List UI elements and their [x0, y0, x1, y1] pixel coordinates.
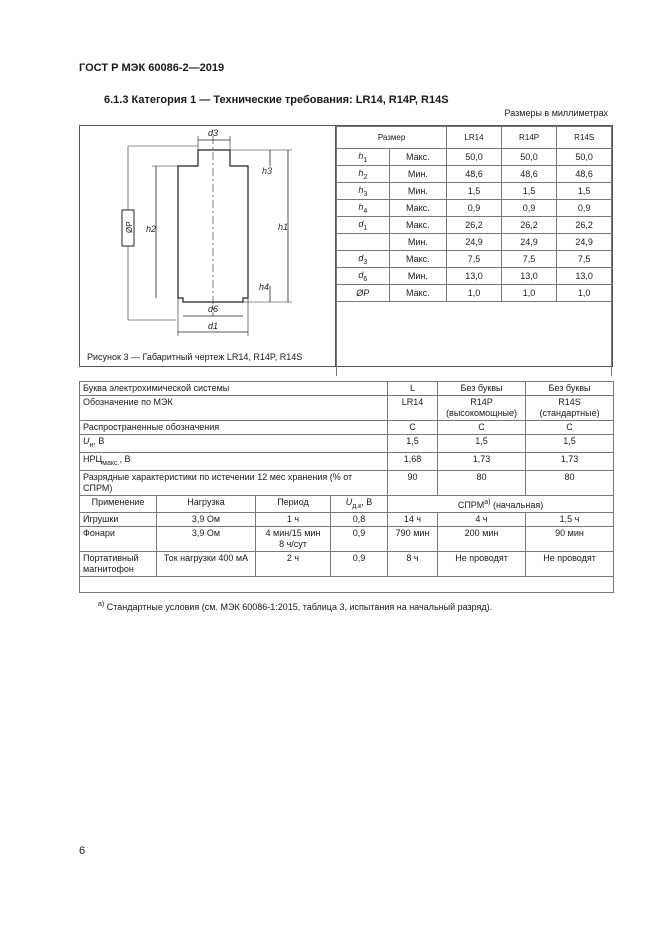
app-min-duration: Не проводят [438, 552, 526, 577]
row-label: Обозначение по МЭК [80, 396, 388, 421]
dim-kind: Макс. [389, 217, 447, 234]
dim-symbol-sub: 4 [363, 207, 368, 215]
sprm-sprm: СПРМ [457, 499, 485, 510]
figure-caption: Рисунок 3 — Габаритный чертеж LR14, R14P, R14S [87, 352, 303, 362]
dim-symbol [337, 200, 390, 217]
units-note: Размеры в миллиметрах [504, 108, 608, 118]
dimension-row [337, 166, 612, 183]
dimension-spacer-row [337, 302, 612, 377]
sprm-sprm_sup: а) [484, 498, 491, 506]
app-load: Ток нагрузки 400 мА [157, 552, 256, 577]
app-name: Игрушки [80, 513, 157, 527]
end-voltage-uk_sym: U [345, 496, 353, 507]
row-discharge-after-storage [80, 470, 614, 495]
dim-kind: Мин. [389, 234, 447, 251]
row-value: 1,73 [526, 452, 614, 470]
dim-symbol-letter: d [358, 269, 364, 280]
dim-value: 50,0 [557, 149, 612, 166]
row-application-headers [80, 495, 614, 513]
row-application [80, 513, 614, 527]
dim-symbol [337, 268, 390, 285]
app-min-duration: 14 ч [388, 513, 438, 527]
header-end-voltage [331, 495, 388, 513]
row-value: Без буквы [526, 382, 614, 396]
row-label: Распространенные обозначения [80, 421, 388, 435]
dim-symbol [337, 234, 390, 251]
row-value: 80 [526, 470, 614, 495]
dim-header-r14s: R14S [557, 127, 612, 149]
un-sub: н [89, 441, 94, 449]
dim-kind: Макс. [389, 149, 447, 166]
row-value: 1,5 [526, 435, 614, 453]
row-application [80, 527, 614, 552]
footnote-text: Стандартные условия (см. МЭК 60086-1:2015, таблица 3, испытания на начальный разряд). [104, 602, 493, 612]
row-footnote [80, 577, 614, 593]
dim-value: 1,5 [501, 183, 557, 200]
label-d6: d6 [208, 304, 219, 314]
dim-symbol-sub: 3 [363, 190, 368, 198]
dim-symbol [337, 285, 390, 302]
app-period: 1 ч [256, 513, 331, 527]
dim-symbol [337, 149, 390, 166]
dim-value: 1,5 [557, 183, 612, 200]
dim-header-size: Размер [337, 127, 447, 149]
dim-value: 50,0 [447, 149, 502, 166]
row-label: Буква электрохимической системы [80, 382, 388, 396]
dim-symbol-sub: 3 [363, 258, 368, 266]
dim-value: 1,0 [447, 285, 502, 302]
un-suffix: , В [93, 436, 105, 446]
dim-symbol-letter: d [358, 252, 364, 263]
sprm-sprm_suffix: (начальная) [490, 499, 544, 510]
row-value: LR14 [388, 396, 438, 421]
dimension-row [337, 183, 612, 200]
dim-symbol-letter: h [358, 184, 364, 195]
row-label: Разрядные характеристики по истечении 12 мес хранения (% от СПРМ) [80, 470, 388, 495]
header-sprm [388, 495, 614, 513]
row-value: R14P (высокомощные) [438, 396, 526, 421]
dimension-table-header [337, 127, 612, 149]
row-value: 80 [438, 470, 526, 495]
dim-header-lr14: LR14 [447, 127, 502, 149]
row-application [80, 552, 614, 577]
dimension-table [336, 126, 612, 376]
label-dp: ØP [125, 221, 134, 233]
row-value: 1,5 [438, 435, 526, 453]
dim-value: 50,0 [501, 149, 557, 166]
dim-value: 24,9 [557, 234, 612, 251]
row-value: Без буквы [438, 382, 526, 396]
figure-and-dimensions-block [79, 125, 613, 367]
dim-symbol-letter: h [358, 201, 364, 212]
row-label [80, 435, 388, 453]
row-nominal-voltage [80, 435, 614, 453]
dim-symbol-sub: 2 [363, 173, 368, 181]
dim-value: 1,0 [501, 285, 557, 302]
end-voltage-uk_suffix: , В [361, 496, 373, 507]
app-min-duration: Не проводят [526, 552, 614, 577]
row-value: C [526, 421, 614, 435]
dim-symbol-letter: d [358, 218, 364, 229]
row-value: 1,73 [438, 452, 526, 470]
dim-value: 48,6 [501, 166, 557, 183]
row-system-letter [80, 382, 614, 396]
dim-kind: Мин. [389, 183, 447, 200]
dim-kind: Мин. [389, 166, 447, 183]
dim-symbol-sub: 6 [363, 275, 368, 283]
app-name: Фонари [80, 527, 157, 552]
dim-value: 26,2 [501, 217, 557, 234]
header-application: Применение [80, 495, 157, 513]
dim-value: 7,5 [557, 251, 612, 268]
dim-value: 13,0 [501, 268, 557, 285]
un-symbol: U [83, 436, 90, 446]
dim-value: 13,0 [557, 268, 612, 285]
row-max-ocv [80, 452, 614, 470]
dim-kind: Мин. [389, 268, 447, 285]
row-value: C [388, 421, 438, 435]
row-iec-designation [80, 396, 614, 421]
label-h3: h3 [262, 166, 273, 176]
dimension-row [337, 251, 612, 268]
dim-value: 48,6 [557, 166, 612, 183]
row-value: C [438, 421, 526, 435]
footnote-cell [80, 577, 614, 593]
row-value: L [388, 382, 438, 396]
dim-symbol-letter: h [358, 150, 364, 161]
dim-value: 1,0 [557, 285, 612, 302]
dimension-row [337, 217, 612, 234]
app-min-duration: 4 ч [438, 513, 526, 527]
app-end-voltage: 0,8 [331, 513, 388, 527]
footnote-mark: а) [98, 601, 105, 608]
app-min-duration: 90 мин [526, 527, 614, 552]
dim-value: 7,5 [447, 251, 502, 268]
dimension-row [337, 149, 612, 166]
dimension-row [337, 234, 612, 251]
nrc-label: НРЦ [83, 453, 103, 464]
dim-symbol-letter: h [358, 167, 364, 178]
app-period: 4 мин/15 мин 8 ч/сут [256, 527, 331, 552]
footnote [98, 601, 492, 612]
requirements-table [79, 381, 614, 593]
label-h2: h2 [146, 224, 157, 234]
app-period: 2 ч [256, 552, 331, 577]
dim-symbol [337, 217, 390, 234]
dim-value: 0,9 [501, 200, 557, 217]
section-title: 6.1.3 Категория 1 — Технические требования: LR14, R14P, R14S [104, 94, 449, 106]
dim-value: 48,6 [447, 166, 502, 183]
dim-symbol-sub: 1 [363, 224, 368, 232]
label-d3: d3 [208, 128, 219, 138]
battery-drawing [80, 126, 336, 366]
dim-symbol-letter: ØP [356, 288, 370, 298]
dimension-row [337, 285, 612, 302]
dim-value: 13,0 [447, 268, 502, 285]
nrc-sub: макс. [102, 459, 120, 467]
row-label [80, 452, 388, 470]
app-load: 3,9 Ом [157, 513, 256, 527]
end-voltage-uk_sub: д.к [352, 502, 362, 510]
app-min-duration: 790 мин [388, 527, 438, 552]
app-end-voltage: 0,9 [331, 527, 388, 552]
dimension-row [337, 200, 612, 217]
app-min-duration: 1,5 ч [526, 513, 614, 527]
nrc-suffix: , В [119, 453, 131, 464]
dim-symbol-sub: 1 [363, 156, 368, 164]
dim-kind: Макс. [389, 285, 447, 302]
dim-kind: Макс. [389, 251, 447, 268]
app-end-voltage: 0,9 [331, 552, 388, 577]
dim-value: 26,2 [447, 217, 502, 234]
row-value: R14S (стандартные) [526, 396, 614, 421]
dim-value: 0,9 [557, 200, 612, 217]
header-load: Нагрузка [157, 495, 256, 513]
dim-header-r14p: R14P [501, 127, 557, 149]
label-h4: h4 [259, 282, 270, 292]
row-value: 90 [388, 470, 438, 495]
document-header: ГОСТ Р МЭК 60086-2—2019 [79, 62, 225, 74]
dim-value: 26,2 [557, 217, 612, 234]
dim-symbol [337, 251, 390, 268]
app-min-duration: 8 ч [388, 552, 438, 577]
dim-value: 24,9 [501, 234, 557, 251]
page-number: 6 [79, 845, 86, 857]
dim-value: 0,9 [447, 200, 502, 217]
dim-symbol [337, 166, 390, 183]
row-common-designation [80, 421, 614, 435]
label-d1: d1 [208, 321, 219, 331]
dim-value: 1,5 [447, 183, 502, 200]
dimension-row [337, 268, 612, 285]
header-period: Период [256, 495, 331, 513]
dim-value: 24,9 [447, 234, 502, 251]
app-load: 3,9 Ом [157, 527, 256, 552]
dim-kind: Макс. [389, 200, 447, 217]
dim-value: 7,5 [501, 251, 557, 268]
app-min-duration: 200 мин [438, 527, 526, 552]
row-value: 1,68 [388, 452, 438, 470]
app-name: Портативный магнитофон [80, 552, 157, 577]
battery-outline-svg [80, 126, 335, 352]
spacer-cell [337, 302, 612, 377]
dim-symbol [337, 183, 390, 200]
row-value: 1,5 [388, 435, 438, 453]
label-h1: h1 [278, 222, 289, 232]
